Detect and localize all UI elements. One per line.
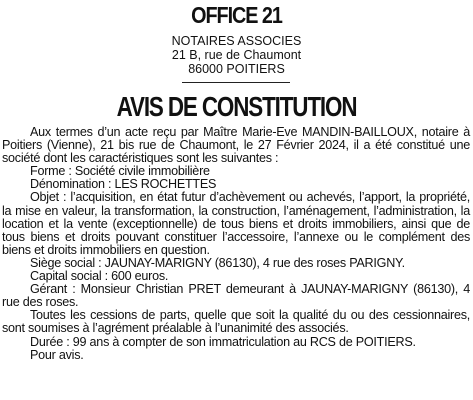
notice-body (2, 126, 470, 362)
address-line-street: 21 B, rue de Chaumont (171, 48, 302, 62)
paragraph-share-transfers: Toutes les cessions de parts, quelle que soit la qualité du ou des cessionnaires, sont soumises à l’agrément préalable à l’unanimité des associés. (2, 308, 470, 336)
office-title: OFFICE 21 (191, 2, 282, 28)
paragraph-registered-office: Siège social : JAUNAY-MARIGNY (86130), 4 rue des roses PARIGNY. (30, 255, 405, 270)
paragraph-manager: Gérant : Monsieur Christian PRET demeurant à JAUNAY-MARIGNY (86130), 4 rue des roses. (2, 282, 470, 310)
header-divider (182, 82, 290, 83)
paragraph-duration: Durée : 99 ans à compter de son immatriculation au RCS de POITIERS. (30, 334, 416, 349)
address-line-city: 86000 POITIERS (188, 62, 285, 76)
notice-title: AVIS DE CONSTITUTION (116, 91, 357, 122)
paragraph-form: Forme : Société civile immobilière (30, 164, 210, 179)
paragraph-name: Dénomination : LES ROCHETTES (30, 177, 217, 192)
paragraph-purpose: Objet : l’acquisition, en état futur d’achèvement ou achevés, l’apport, la propriété, la mise en valeur, la transformation, la construction, l’aménagement, l’administration, la location et la vente (exceptionnelle) de tous biens et droits immobiliers, ainsi que de tous biens et droits pouvant constituer l’accessoire, l’annexe ou le complément des biens et droits immobiliers en question. (2, 190, 470, 257)
address-line-firm: NOTAIRES ASSOCIES (171, 34, 302, 48)
paragraph-intro: Aux termes d’un acte reçu par Maître Marie-Eve MANDIN-BAILLOUX, notaire à Poitiers (Vienne), 21 bis rue de Chaumont, le 27 Février 2024, il a été constitué une société dont les caractéristiques sont les suivantes : (2, 125, 470, 166)
paragraph-capital: Capital social : 600 euros. (30, 269, 169, 284)
paragraph-closing: Pour avis. (30, 347, 84, 362)
